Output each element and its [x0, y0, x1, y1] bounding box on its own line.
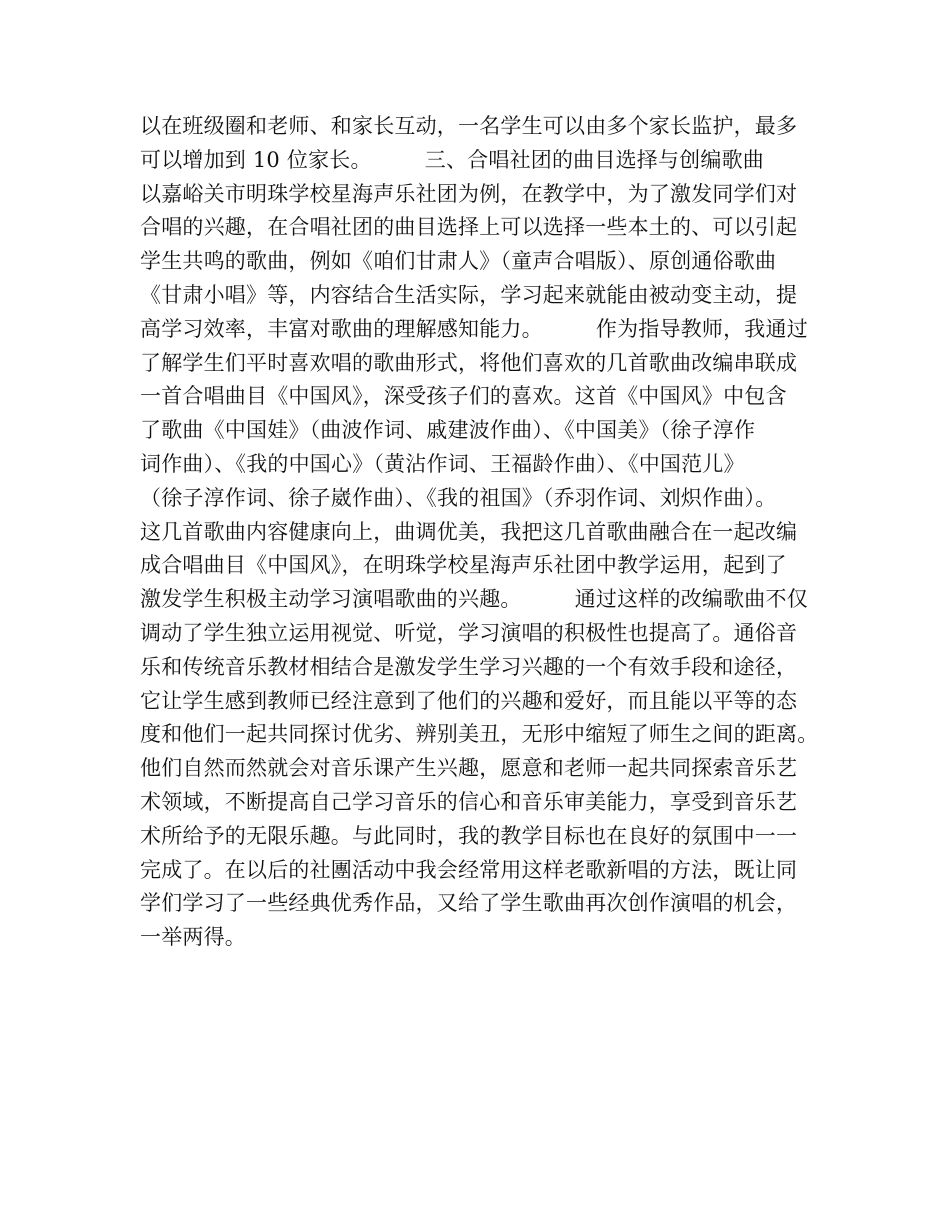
text-line: 术领域，不断提高自己学习音乐的信心和音乐审美能力，享受到音乐艺	[140, 789, 798, 814]
text-line: 词作曲）、《我的中国心》（黄沾作词、王福龄作曲）、《中国范儿》	[140, 451, 745, 476]
text-line: 一举两得。	[140, 925, 246, 950]
text-line: 了解学生们平时喜欢唱的歌曲形式，将他们喜欢的几首歌曲改编串联成	[140, 350, 798, 375]
text-line: 以嘉峪关市明珠学校星海声乐社团为例，在教学中，为了激发同学们对	[140, 181, 798, 206]
text-line: 它让学生感到教师已经注意到了他们的兴趣和爱好，而且能以平等的态	[140, 688, 798, 713]
text-line: 度和他们一起共同探讨优劣、辨别美丑，无形中缩短了师生之间的距离。	[140, 722, 819, 747]
text-line: 一首合唱曲目《中国风》，深受孩子们的喜欢。这首《中国风》中包含	[140, 384, 787, 409]
body-text	[140, 110, 830, 955]
text-line: 《甘肃小唱》等，内容结合生活实际，学习起来就能由被动变主动，提	[140, 282, 798, 307]
text-line: （徐子淳作词、徐子崴作曲）、《我的祖国》（乔羽作词、刘炽作曲）。	[140, 485, 777, 510]
text-line: 这几首歌曲内容健康向上，曲调优美，我把这几首歌曲融合在一起改编	[140, 519, 798, 544]
text-line: 完成了。在以后的社團活动中我会经常用这样老歌新唱的方法，既让同	[140, 857, 798, 882]
text-line: 可以增加到 10 位家长。 三、合唱社团的曲目选择与创编歌曲	[140, 147, 764, 172]
text-line: 术所给予的无限乐趣。与此同时，我的教学目标也在良好的氛围中一一	[140, 823, 798, 848]
text-line: 调动了学生独立运用视觉、听觉，学习演唱的积极性也提高了。通俗音	[140, 620, 798, 645]
text-line: 高学习效率，丰富对歌曲的理解感知能力。 作为指导教师，我通过	[140, 316, 808, 341]
text-line: 学们学习了一些经典优秀作品，又给了学生歌曲再次创作演唱的机会，	[140, 891, 798, 916]
text-line: 成合唱曲目《中国风》，在明珠学校星海声乐社团中教学运用，起到了	[140, 553, 787, 578]
text-line: 激发学生积极主动学习演唱歌曲的兴趣。 通过这样的改编歌曲不仅	[140, 587, 808, 612]
text-line: 学生共鸣的歌曲，例如《咱们甘肃人》（童声合唱版）、原创通俗歌曲	[140, 249, 777, 274]
text-line: 合唱的兴趣，在合唱社团的曲目选择上可以选择一些本土的、可以引起	[140, 215, 798, 240]
text-line: 他们自然而然就会对音乐课产生兴趣，愿意和老师一起共同探索音乐艺	[140, 756, 798, 781]
text-line: 了歌曲《中国娃》（曲波作词、戚建波作曲）、《中国美》（徐子淳作	[140, 418, 756, 443]
text-line: 乐和传统音乐教材相结合是激发学生学习兴趣的一个有效手段和途径，	[140, 654, 798, 679]
text-line: 以在班级圈和老师、和家长互动，一名学生可以由多个家长监护，最多	[140, 114, 798, 138]
